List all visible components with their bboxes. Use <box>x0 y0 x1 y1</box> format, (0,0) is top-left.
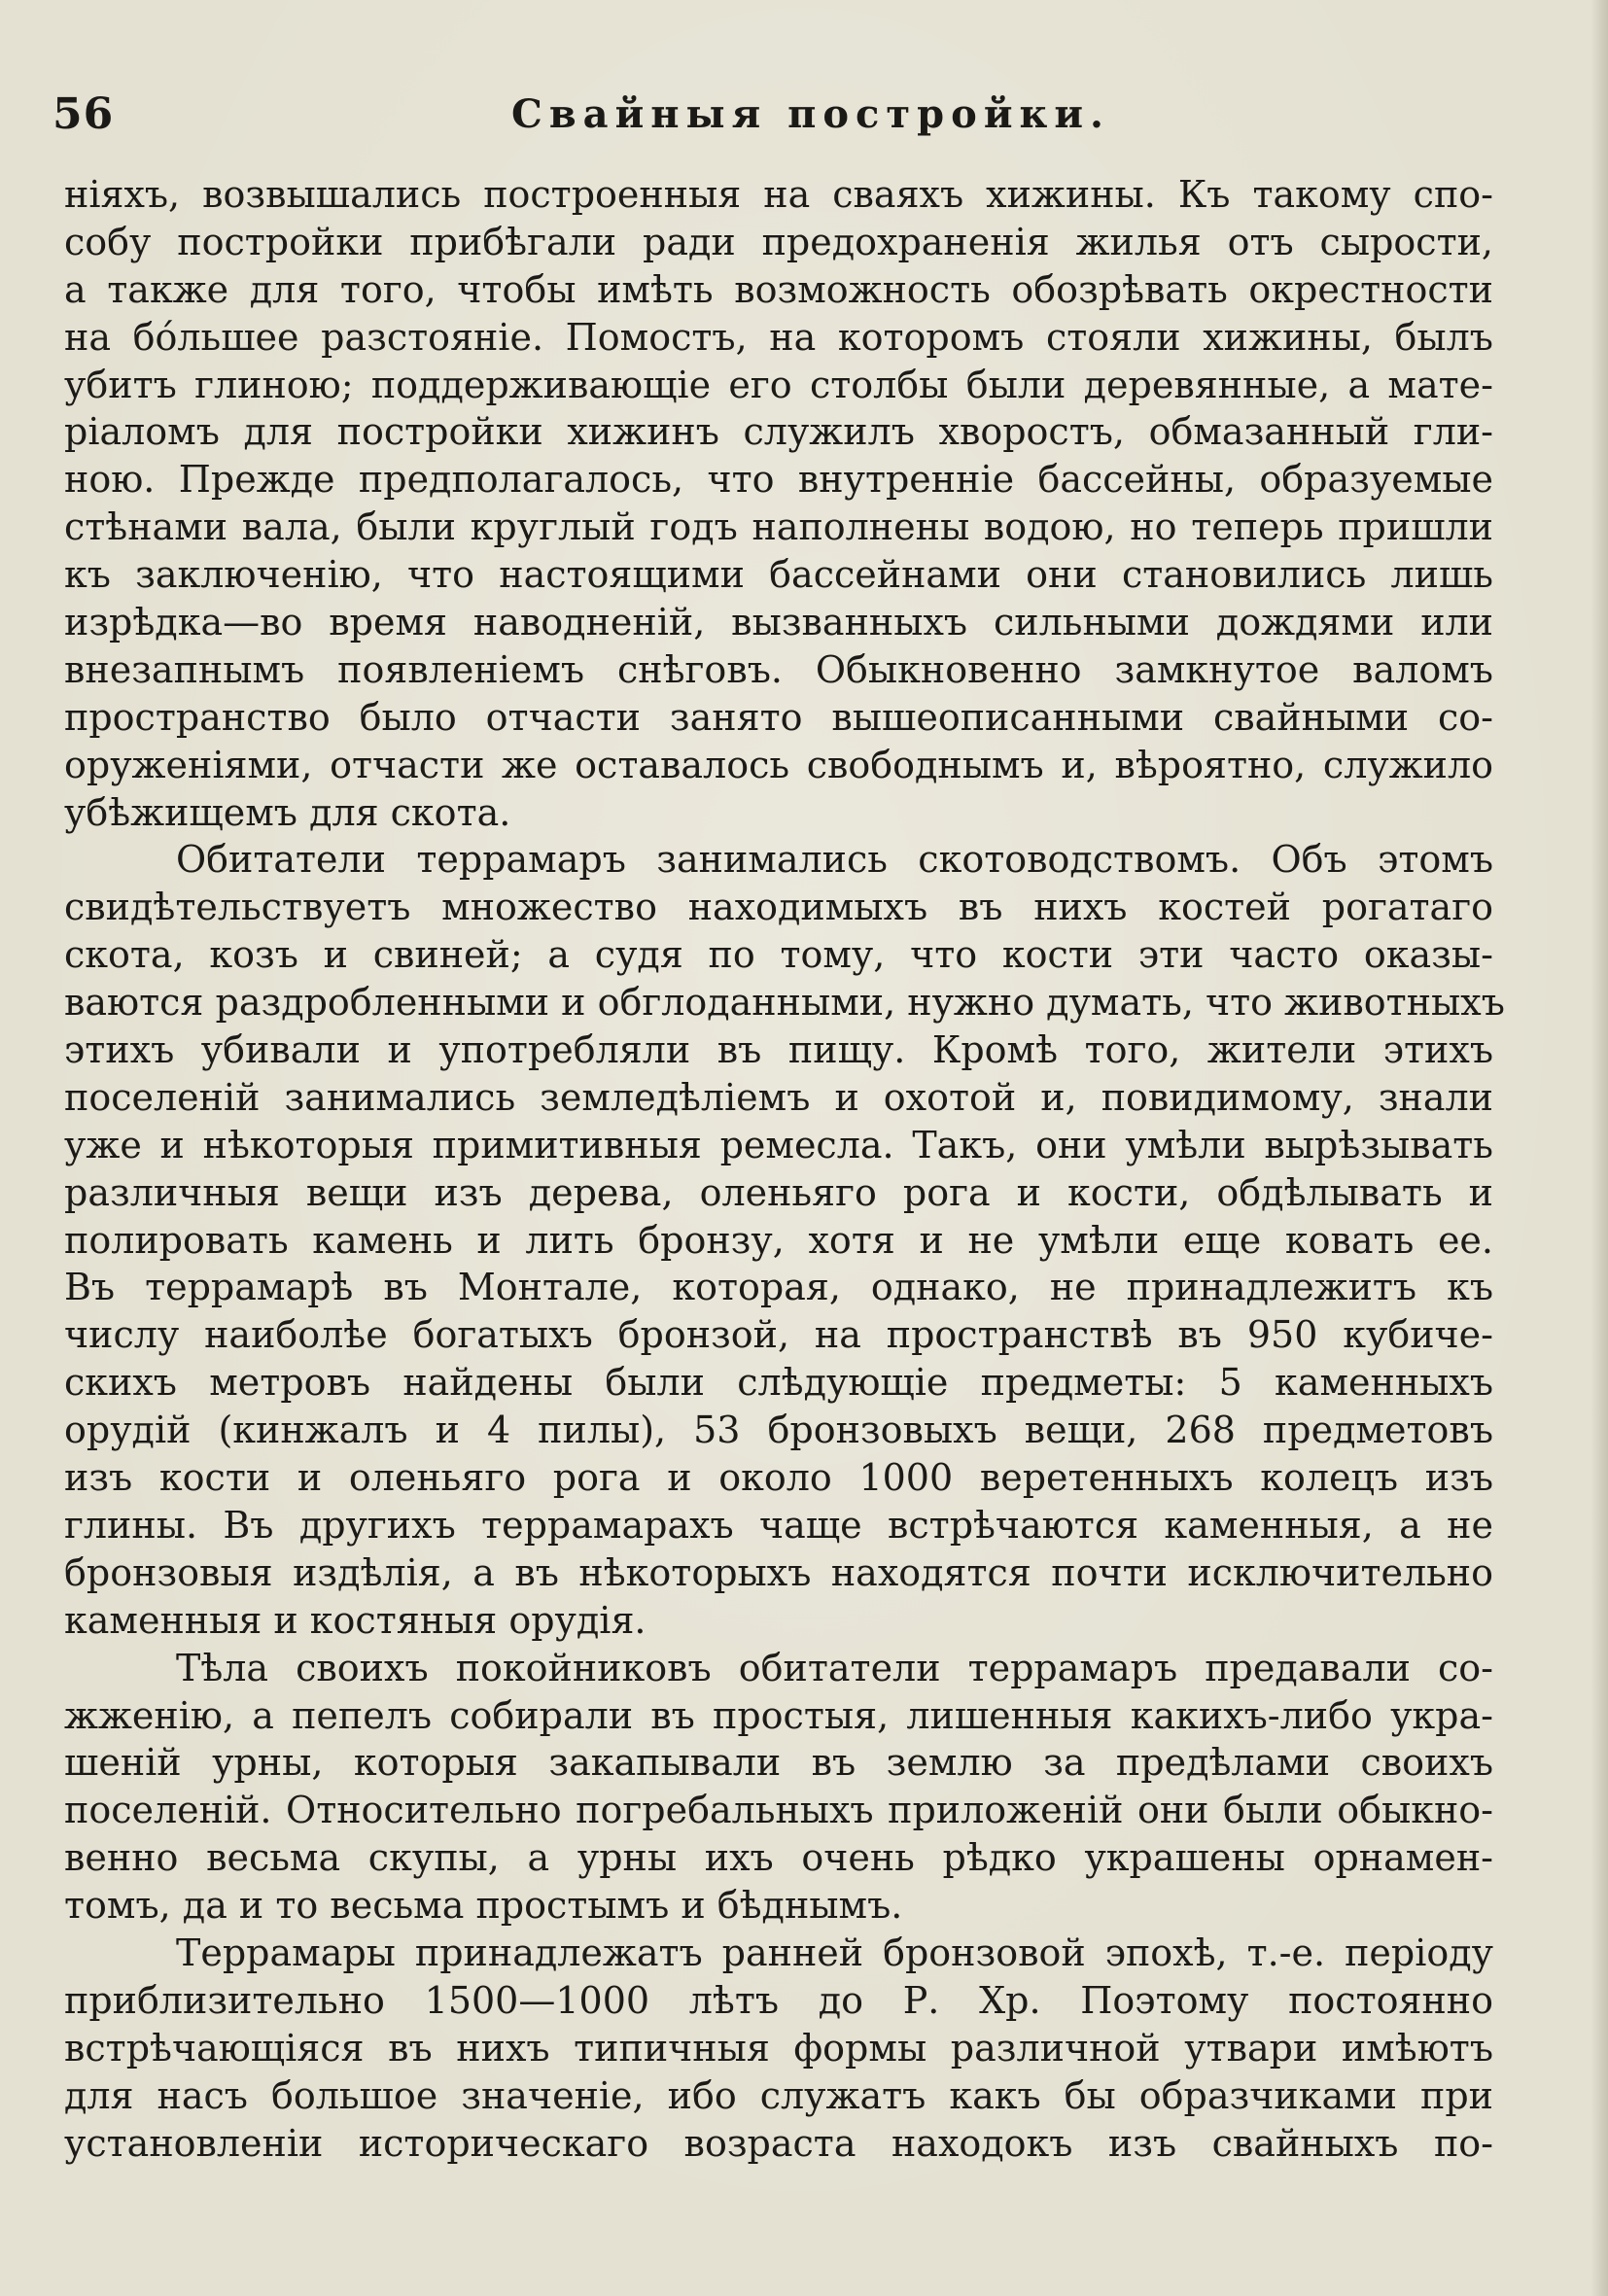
text-line: свидѣтельствуетъ множество находимыхъ въ нихъ костей рогатаго <box>64 886 1493 929</box>
text-line: приблизительно 1500—1000 лѣтъ до Р. Хр. Поэтому постоянно <box>64 1978 1493 2022</box>
text-line: Тѣла своихъ покойниковъ обитатели террамаръ предавали со- <box>176 1646 1493 1689</box>
text-line: различныя вещи изъ дерева, оленьяго рога и кости, обдѣлывать и <box>64 1170 1493 1214</box>
text-line: встрѣчающіяся въ нихъ типичныя формы различной утвари имѣютъ <box>64 2026 1493 2070</box>
text-line: орудій (кинжалъ и 4 пилы), 53 бронзовыхъ вещи, 268 предметовъ <box>64 1409 1493 1452</box>
text-line: стѣнами вала, были круглый годъ наполнены водою, но теперь пришли <box>64 505 1493 549</box>
text-line: изрѣдка—во время наводненій, вызванныхъ сильными дождями или <box>64 601 1493 644</box>
text-line: бронзовыя издѣлія, а въ нѣкоторыхъ находятся почти исключительно <box>64 1550 1493 1594</box>
text-line: жженію, а пепелъ собирали въ простыя, лишенныя какихъ-либо укра- <box>64 1693 1493 1737</box>
text-line: пространство было отчасти занято вышеописанными свайными со- <box>64 695 1493 739</box>
text-line: оруженіями, отчасти же оставалось свободнымъ и, вѣроятно, служило <box>64 743 1493 786</box>
text-line: установленіи историческаго возраста находокъ изъ свайныхъ по- <box>64 2121 1493 2165</box>
text-line: томъ, да и то весьма простымъ и бѣднымъ. <box>64 1884 903 1928</box>
text-line: на бóльшее разстояніе. Помостъ, на которомъ стояли хижины, былъ <box>64 315 1493 359</box>
text-line: а также для того, чтобы имѣть возможность обозрѣвать окрестности <box>64 267 1493 311</box>
text-line: Террамары принадлежатъ ранней бронзовой эпохѣ, т.-е. періоду <box>176 1931 1493 1974</box>
text-line: полировать камень и лить бронзу, хотя и не умѣли еще ковать ее. <box>64 1218 1493 1262</box>
text-line: собу постройки прибѣгали ради предохраненія жилья отъ сырости, <box>64 220 1493 263</box>
text-line: ніяхъ, возвышались построенныя на сваяхъ хижины. Къ такому спо- <box>64 173 1493 216</box>
text-line: убитъ глиною; поддерживающіе его столбы были деревянные, а мате- <box>64 363 1493 406</box>
text-line: поселеній занимались земледѣліемъ и охотой и, повидимому, знали <box>64 1075 1493 1119</box>
text-line: для насъ большое значеніе, ибо служатъ какъ бы образчиками при <box>64 2073 1493 2117</box>
text-line: числу наиболѣе богатыхъ бронзой, на пространствѣ въ 950 кубиче- <box>64 1313 1493 1357</box>
text-line: этихъ убивали и употребляли въ пищу. Кромѣ того, жители этихъ <box>64 1028 1493 1072</box>
body-text <box>64 171 1505 2167</box>
text-line: внезапнымъ появленіемъ снѣговъ. Обыкновенно замкнутое валомъ <box>64 647 1493 691</box>
text-line: убѣжищемъ для скота. <box>64 790 511 834</box>
text-line: уже и нѣкоторыя примитивныя ремесла. Такъ, они умѣли вырѣзывать <box>64 1123 1493 1166</box>
text-line: скихъ метровъ найдены были слѣдующіе предметы: 5 каменныхъ <box>64 1361 1493 1405</box>
text-line: поселеній. Относительно погребальныхъ приложеній они были обыкно- <box>64 1789 1493 1832</box>
text-line: венно весьма скупы, а урны ихъ очень рѣдко украшены орнамен- <box>64 1836 1493 1880</box>
running-head <box>52 86 1569 144</box>
page-number: 56 <box>52 89 115 139</box>
text-line: Въ террамарѣ въ Монтале, которая, однако, не принадлежитъ къ <box>64 1266 1493 1309</box>
text-line: глины. Въ другихъ террамарахъ чаще встрѣчаются каменныя, а не <box>64 1503 1493 1547</box>
text-line: ваются раздробленными и обглоданными, нужно думать, что животныхъ <box>64 981 1505 1025</box>
scan-edge-shadow <box>1591 0 1608 2296</box>
text-line: изъ кости и оленьяго рога и около 1000 веретенныхъ колецъ изъ <box>64 1456 1493 1500</box>
text-line: ріаломъ для постройки хижинъ служилъ хворостъ, обмазанный гли- <box>64 410 1493 454</box>
running-title: Свайныя постройки. <box>511 91 1110 137</box>
text-line: скота, козъ и свиней; а судя по тому, что кости эти часто оказы- <box>64 933 1493 977</box>
text-line: Обитатели террамаръ занимались скотоводствомъ. Объ этомъ <box>176 838 1493 882</box>
text-line: каменныя и костяныя орудія. <box>64 1598 647 1642</box>
text-line: къ заключенію, что настоящими бассейнами они становились лишь <box>64 553 1493 597</box>
text-line: ною. Прежде предполагалось, что внутренніе бассейны, образуемые <box>64 458 1493 502</box>
text-line: шеній урны, которыя закапывали въ землю за предѣлами своихъ <box>64 1741 1493 1785</box>
